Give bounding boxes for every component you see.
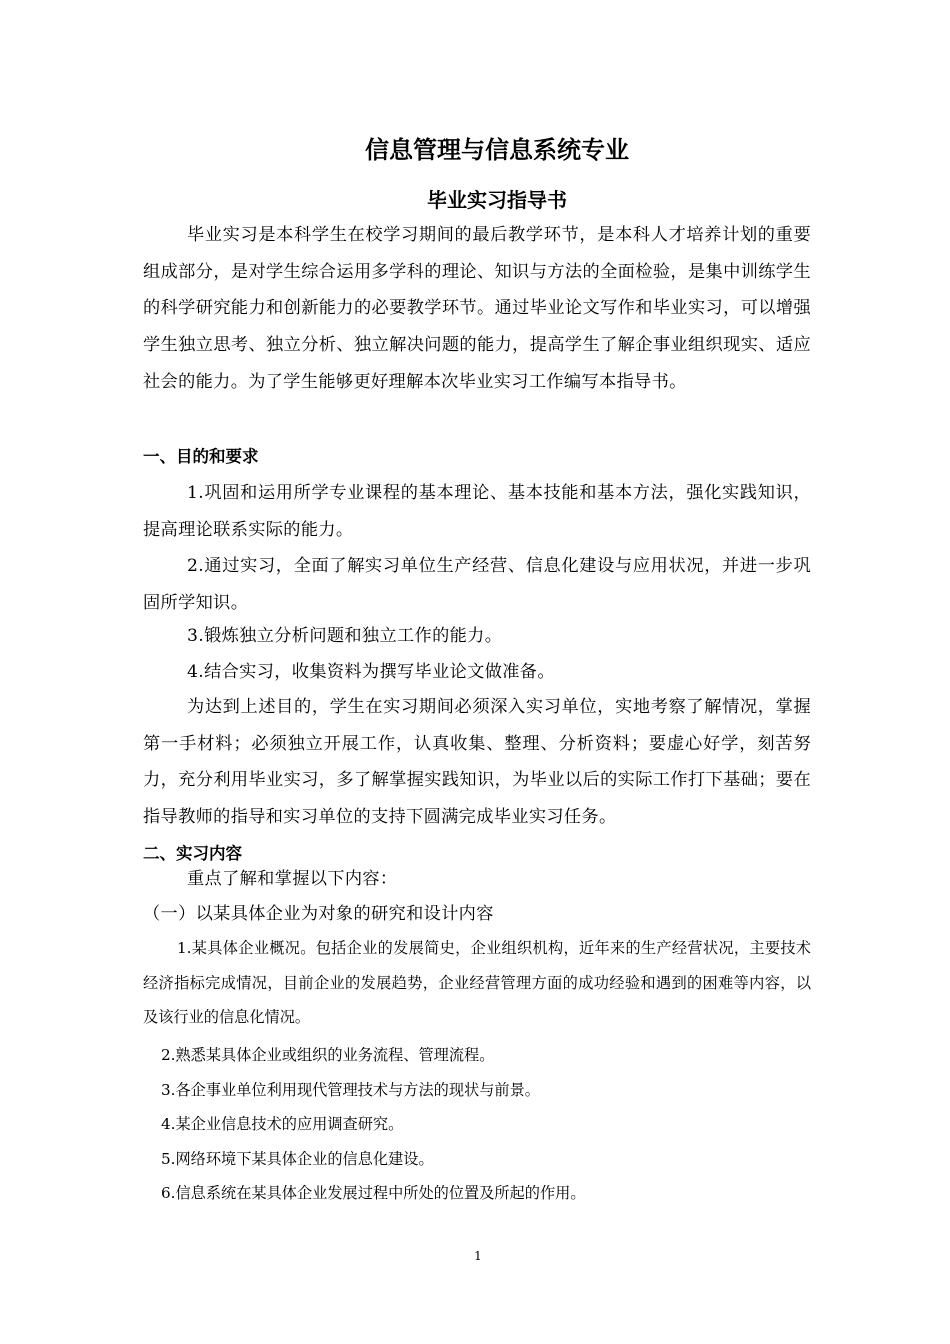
purpose-item-4: 4.结合实习，收集资料为撰写毕业论文做准备。	[187, 662, 555, 682]
purpose-item-3: 3.锻炼独立分析问题和独立工作的能力。	[187, 626, 503, 646]
intro-paragraph: 毕业实习是本科学生在校学习期间的最后教学环节，是本科人才培养计划的重要组成部分，是对学生综合运用多学科的理论、知识与方法的全面检验，是集中训练学生的科学研究能力和创新能力的必要教学环节。通过毕业论文写作和毕业实习，可以增强学生独立思考、独立分析、独立解决问题的能力，提高学生了解企事业组织现实、适应社会的能力。为了学生能够更好理解本次毕业实习工作编写本指导书。	[143, 225, 811, 392]
document-title: 信息管理与信息系统专业	[365, 136, 629, 164]
purpose-closing-paragraph: 为达到上述目的，学生在实习期间必须深入实习单位，实地考察了解情况，掌握第一手材料；必须独立开展工作，认真收集、整理、分析资料；要虚心好学，刻苦努力，充分利用毕业实习，多了解掌握实践知识，为毕业以后的实际工作打下基础；要在指导教师的指导和实习单位的支持下圆满完成毕业实习任务。	[143, 697, 811, 828]
purpose-item-1: 1.巩固和运用所学专业课程的基本理论、基本技能和基本方法，强化实践知识，提高理论联系实际的能力。	[143, 483, 811, 540]
purpose-item-2: 2.通过实习，全面了解实习单位生产经营、信息化建设与应用状况，并进一步巩固所学知识。	[143, 556, 811, 613]
page-number: 1	[474, 1249, 482, 1263]
content-subheading: （一）以某具体企业为对象的研究和设计内容	[143, 904, 494, 924]
content-item-5: 5.网络环境下某具体企业的信息化建设。	[161, 1150, 434, 1168]
content-item-4: 4.某企业信息技术的应用调查研究。	[161, 1115, 404, 1133]
content-item-1: 1.某具体企业概况。包括企业的发展简史，企业组织机构，近年来的生产经营状况，主要技术经济指标完成情况，目前企业的发展趋势，企业经营管理方面的成功经验和遇到的困难等内容，以及该行业的信息化情况。	[143, 939, 811, 1027]
content-item-2: 2.熟悉某具体企业或组织的业务流程、管理流程。	[161, 1046, 495, 1064]
content-item-3: 3.各企事业单位利用现代管理技术与方法的现状与前景。	[161, 1081, 540, 1099]
document-subtitle: 毕业实习指导书	[427, 188, 567, 212]
section-heading-purpose: 一、目的和要求	[143, 447, 259, 466]
section-heading-content: 二、实习内容	[143, 844, 242, 863]
content-lead: 重点了解和掌握以下内容：	[187, 869, 398, 889]
content-item-6: 6.信息系统在某具体企业发展过程中所处的位置及所起的作用。	[161, 1184, 586, 1202]
